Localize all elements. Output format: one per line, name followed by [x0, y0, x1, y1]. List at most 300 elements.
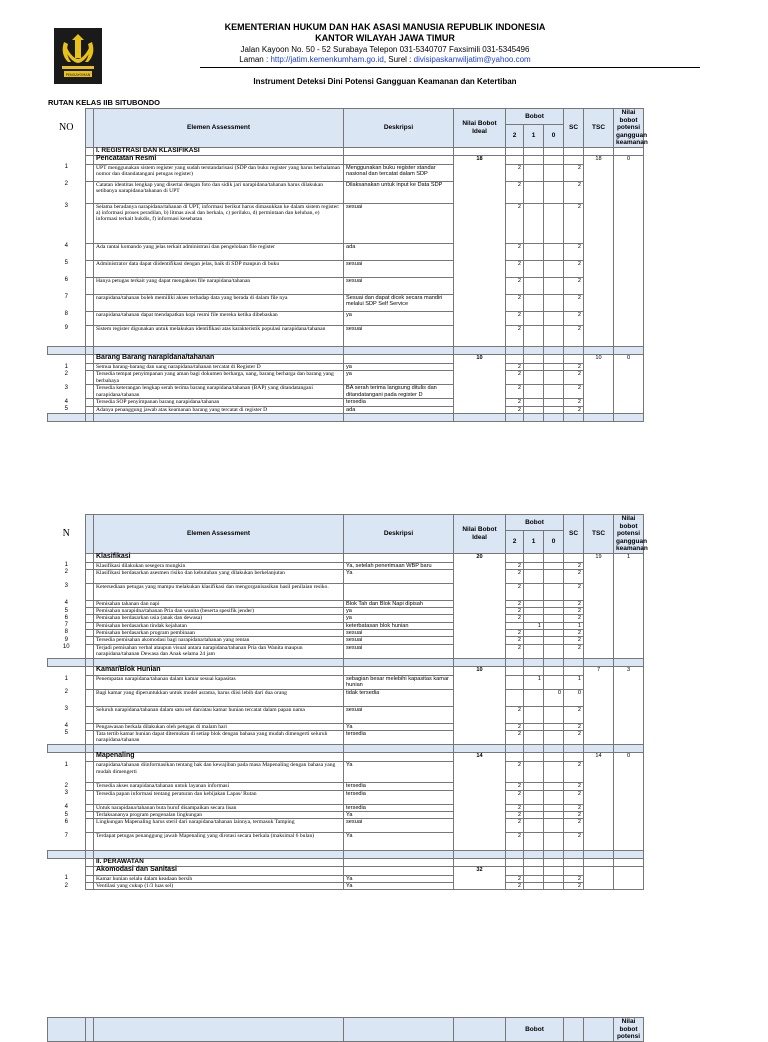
row-number: 1 — [64, 875, 68, 882]
bobot-2-cell: 2 — [506, 615, 524, 622]
ideal-score: 32 — [454, 866, 506, 890]
separator-cell — [614, 659, 644, 667]
separator-cell — [454, 414, 506, 422]
sc-cell: 2 — [564, 762, 584, 783]
deskripsi-cell: ya — [344, 608, 454, 615]
spacer — [86, 883, 94, 890]
sc-cell: 2 — [564, 812, 584, 819]
table-row — [48, 622, 644, 629]
bobot-2-cell — [506, 622, 524, 629]
separator-cell — [48, 414, 86, 422]
bobot-1-cell — [524, 325, 544, 347]
deskripsi-cell: tersedia — [344, 790, 454, 804]
elemen-cell: Selama beradanya narapidana/tahanan di UPT, informasi berikut harus dimasukkan ke dalam sistem register: a) informasi proses peradilan, b) litmas awal dan berkala, c) perilaku, d) permintaan dan keluhan, e) informasi terkait hukdis, f) informasi kesehatan — [94, 203, 344, 243]
row-no — [48, 553, 86, 562]
separator-cell — [614, 414, 644, 422]
table-header-row — [48, 515, 644, 531]
bobot-1-cell — [524, 364, 544, 371]
spacer — [86, 155, 94, 164]
assessment-table-2 — [47, 514, 648, 890]
row-number: 2 — [64, 181, 68, 187]
sc-cell: 2 — [564, 569, 584, 583]
bobot-2-cell: 2 — [506, 203, 524, 243]
potensi-score — [614, 866, 644, 890]
tsc-score: 14 — [584, 753, 614, 850]
bobot-2-cell: 2 — [506, 311, 524, 325]
separator-cell — [584, 414, 614, 422]
website-link[interactable]: http://jatim.kemenkumham.go.id — [270, 55, 384, 64]
bobot-0-cell — [544, 203, 564, 243]
sc-cell: 2 — [564, 706, 584, 723]
deskripsi-cell: keterbatasan blok hunian — [344, 622, 454, 629]
row-no — [48, 147, 86, 155]
letterhead — [0, 0, 768, 100]
bobot-0-cell: 0 — [544, 689, 564, 706]
spacer — [86, 753, 94, 762]
empty-cell — [524, 355, 544, 364]
deskripsi-cell: sesuai — [344, 203, 454, 243]
bobot-0-cell — [544, 812, 564, 819]
sc-cell: 2 — [564, 164, 584, 181]
bobot-2-cell: 2 — [506, 804, 524, 811]
table-row — [48, 260, 644, 277]
bobot-1-cell — [524, 243, 544, 260]
bobot-1-cell — [524, 583, 544, 600]
ideal-score: 18 — [454, 155, 506, 347]
bobot-2-header: 2 — [506, 530, 524, 553]
spacer — [86, 804, 94, 811]
spacer — [86, 819, 94, 833]
separator-cell — [584, 347, 614, 355]
email-link[interactable]: divisipaskanwiljatim@yahoo.com — [413, 55, 531, 64]
sc-cell: 2 — [564, 181, 584, 203]
sc-cell: 2 — [564, 615, 584, 622]
bobot-0-cell — [544, 637, 564, 644]
bobot-1-cell — [524, 260, 544, 277]
separator-cell — [48, 745, 86, 753]
assessment-table-3 — [47, 1017, 644, 1042]
separator-cell — [584, 850, 614, 858]
pengayoman-logo — [54, 28, 102, 84]
bobot-0-cell — [544, 622, 564, 629]
spacer — [86, 243, 94, 260]
column-no-header: N — [48, 515, 86, 554]
elemen-cell: Terdapat petugas penanggung jawab Mapenaling yang dirotasi secara berkala (maksimal 6 bulan) — [94, 833, 344, 851]
bobot-0-cell — [544, 706, 564, 723]
separator-cell — [544, 659, 564, 667]
spacer — [86, 866, 94, 875]
empty-cell — [524, 858, 544, 866]
empty-cell — [344, 866, 454, 875]
sc-cell: 2 — [564, 277, 584, 294]
elemen-cell: Lingkungan Mapenaling harus steril dari narapidana/tahanan lainnya, termasuk Tamping — [94, 819, 344, 833]
table-row — [48, 762, 644, 783]
deskripsi-cell: BA serah terima langsung ditulis dan ditandatangani pada register D — [344, 385, 454, 399]
deskripsi-cell: tersedia — [344, 730, 454, 745]
bobot-0-cell — [544, 600, 564, 607]
spacer — [86, 676, 94, 690]
sc-cell: 2 — [564, 833, 584, 851]
bobot-2-cell: 2 — [506, 385, 524, 399]
table-row — [48, 364, 644, 371]
group-title: Akomodasi dan Sanitasi — [94, 866, 344, 875]
elemen-cell: Penempatan narapidana/tahanan dalam kamar sesuai kapasitas — [94, 676, 344, 690]
row-number: 6 — [64, 818, 68, 825]
bobot-2-cell: 2 — [506, 706, 524, 723]
table-row — [48, 325, 644, 347]
empty-cell — [454, 858, 506, 866]
spacer — [86, 723, 94, 730]
bobot-2-cell: 2 — [506, 260, 524, 277]
sc-cell: 2 — [564, 730, 584, 745]
sc-cell: 2 — [564, 644, 584, 659]
row-number: 7 — [64, 294, 68, 300]
bobot-2-cell — [506, 676, 524, 690]
bobot-1-cell — [524, 311, 544, 325]
bobot-1-cell — [524, 730, 544, 745]
bobot-2-cell: 2 — [506, 790, 524, 804]
bobot-1-cell — [524, 294, 544, 311]
bobot-1-cell — [524, 723, 544, 730]
sc-cell: 2 — [564, 637, 584, 644]
tsc-score: 7 — [584, 667, 614, 745]
deskripsi-cell: sebagian besar melebihi kapasitas kamar hunian — [344, 676, 454, 690]
spacer — [86, 311, 94, 325]
group-title-row — [48, 355, 644, 364]
sc-cell: 2 — [564, 804, 584, 811]
sc-cell: 2 — [564, 562, 584, 569]
tsc-score: 19 — [584, 553, 614, 659]
bobot-2-cell: 2 — [506, 294, 524, 311]
separator-cell — [506, 414, 524, 422]
table-row — [48, 385, 644, 399]
bobot-0-cell — [544, 569, 564, 583]
row-number: 4 — [64, 398, 68, 405]
table-row — [48, 371, 644, 385]
bobot-2-cell: 2 — [506, 608, 524, 615]
bobot-1-cell: 1 — [524, 622, 544, 629]
deskripsi-cell: ya — [344, 615, 454, 622]
bobot-2-cell: 2 — [506, 762, 524, 783]
elemen-cell: Untuk narapidana/tahanan buta huruf disampaikan secara lisan — [94, 804, 344, 811]
bobot-0-cell — [544, 819, 564, 833]
column-tsc-header: TSC — [584, 109, 614, 148]
bobot-1-header: 1 — [524, 124, 544, 147]
row-number: 7 — [64, 622, 68, 629]
assessment-table-1 — [47, 108, 648, 422]
org-name-line2: KANTOR WILAYAH JAWA TIMUR — [315, 33, 455, 43]
elemen-cell: Bagi kamar yang diperuntukkan untuk model asrama, harus diisi lebih dari dua orang — [94, 689, 344, 706]
bobot-0-cell — [544, 385, 564, 399]
empty-cell — [544, 667, 564, 676]
row-number: 2 — [64, 782, 68, 789]
table-row — [48, 181, 644, 203]
category-label: II. PERAWATAN — [94, 858, 344, 866]
bobot-1-cell — [524, 790, 544, 804]
separator-cell — [564, 659, 584, 667]
document-title: Instrument Deteksi Dini Potensi Gangguan Keamanan dan Ketertiban — [253, 77, 517, 86]
bobot-0-cell — [544, 883, 564, 890]
row-number: 3 — [64, 790, 68, 797]
bobot-1-cell — [524, 689, 544, 706]
deskripsi-cell: tersedia — [344, 783, 454, 790]
potensi-score: 0 — [614, 155, 644, 347]
column-sc-header: SC — [564, 109, 584, 148]
deskripsi-cell — [344, 583, 454, 600]
table-row — [48, 883, 644, 890]
spacer — [86, 583, 94, 600]
row-number: 8 — [64, 311, 68, 317]
bobot-0-cell — [544, 562, 564, 569]
spacer — [86, 858, 94, 866]
spacer — [86, 644, 94, 659]
empty-cell — [564, 858, 584, 866]
bobot-0-cell — [544, 371, 564, 385]
spacer — [86, 629, 94, 636]
elemen-cell: narapidana/tahanan diinformasikan tentang hak dan kewajiban pada masa Mapenaling dengan bahasa yang mudah dimengerti — [94, 762, 344, 783]
elemen-cell: Pemisahan tahanan dan napi — [94, 600, 344, 607]
separator-cell — [344, 414, 454, 422]
elemen-cell: Tersedia keterangan lengkap serah terima barang narapidana/tahanan (BAP) yang ditandatangani narapidana/tahanan — [94, 385, 344, 399]
empty-cell — [344, 147, 454, 155]
org-name-line1: KEMENTERIAN HUKUM DAN HAK ASASI MANUSIA REPUBLIK INDONESIA — [224, 22, 546, 32]
elemen-cell: Pemisahan berdasarkan program pembinaan — [94, 629, 344, 636]
bobot-2-cell: 2 — [506, 723, 524, 730]
sc-cell — [564, 355, 584, 364]
bobot-2-cell: 2 — [506, 730, 524, 745]
bobot-2-cell: 2 — [506, 325, 524, 347]
empty-cell — [506, 858, 524, 866]
separator-cell — [584, 659, 614, 667]
bobot-1-cell — [524, 833, 544, 851]
row-number: 1 — [64, 363, 68, 370]
group-title-row — [48, 155, 644, 164]
column-deskripsi-header: Deskripsi — [344, 109, 454, 148]
table-row — [48, 294, 644, 311]
deskripsi-cell: ya — [344, 371, 454, 385]
table-row — [48, 833, 644, 851]
separator-cell — [564, 850, 584, 858]
column-elemen-header: Elemen Assessment — [94, 109, 344, 148]
bobot-1-cell: 1 — [524, 676, 544, 690]
group-title-row — [48, 753, 644, 762]
deskripsi-cell: Menggunakan buku register standar nasional dan tercatat dalam SDP — [344, 164, 454, 181]
table-row — [48, 164, 644, 181]
bobot-0-cell — [544, 676, 564, 690]
deskripsi-cell: sesuai — [344, 277, 454, 294]
deskripsi-cell: tersedia — [344, 804, 454, 811]
bobot-2-cell: 2 — [506, 243, 524, 260]
row-number: 5 — [64, 607, 68, 614]
elemen-cell: Klasifikasi berdasarkan asesmen risiko dan kebutuhan yang dilakukan berkelanjutan — [94, 569, 344, 583]
bobot-2-cell: 2 — [506, 569, 524, 583]
column-bobot-header: Bobot — [506, 109, 564, 125]
table-row — [48, 689, 644, 706]
empty-cell — [506, 667, 524, 676]
group-title: Pencatatan Resmi — [94, 155, 344, 164]
table-row — [48, 644, 644, 659]
empty-cell — [544, 147, 564, 155]
spacer — [86, 562, 94, 569]
table-row — [48, 562, 644, 569]
separator-cell — [564, 745, 584, 753]
empty-cell — [86, 1018, 94, 1042]
separator-cell — [454, 347, 506, 355]
deskripsi-cell: ada — [344, 406, 454, 414]
row-no — [48, 355, 86, 364]
spacer — [86, 812, 94, 819]
row-number: 3 — [64, 203, 68, 209]
table-row — [48, 203, 644, 243]
group-title-row — [48, 667, 644, 676]
sc-cell: 2 — [564, 783, 584, 790]
bobot-1-cell — [524, 406, 544, 414]
empty-cell — [584, 858, 614, 866]
sc-cell: 2 — [564, 260, 584, 277]
ideal-score: 14 — [454, 753, 506, 850]
row-number: 1 — [64, 562, 68, 568]
separator-row — [48, 414, 644, 422]
bobot-2-header: 2 — [506, 124, 524, 147]
spacer — [86, 355, 94, 364]
row-number: 1 — [64, 761, 68, 768]
separator-cell — [544, 850, 564, 858]
deskripsi-cell: Ya — [344, 762, 454, 783]
separator-cell — [454, 745, 506, 753]
spacer — [86, 600, 94, 607]
spacer — [86, 203, 94, 243]
row-number: 6 — [64, 614, 68, 621]
empty-cell — [506, 147, 524, 155]
deskripsi-cell: Ya, setelah penerimaan WBP baru — [344, 562, 454, 569]
empty-cell — [506, 155, 524, 164]
sc-cell — [564, 553, 584, 562]
bobot-0-cell — [544, 406, 564, 414]
empty-cell — [48, 1018, 86, 1042]
deskripsi-cell: Ya — [344, 833, 454, 851]
potensi-score: 1 — [614, 553, 644, 659]
elemen-cell: Tersedia tempat penyimpanan yang aman bagi dokumen berharga, uang, barang berharga dan barang yang berbahaya — [94, 371, 344, 385]
bobot-1-cell — [524, 371, 544, 385]
bobot-1-header: 1 — [524, 530, 544, 553]
bobot-0-cell — [544, 325, 564, 347]
spacer — [86, 147, 94, 155]
group-title: Barang Barang narapidana/tahanan — [94, 355, 344, 364]
elemen-cell: Ventilasi yang cukup (1/3 luas sel) — [94, 883, 344, 890]
bobot-0-cell — [544, 730, 564, 745]
separator-cell — [86, 414, 94, 422]
bobot-0-cell — [544, 615, 564, 622]
bobot-2-cell: 2 — [506, 181, 524, 203]
deskripsi-cell: tidak tersedia — [344, 689, 454, 706]
table-row — [48, 608, 644, 615]
bobot-0-cell — [544, 277, 564, 294]
column-ideal-header: Nilai Bobot Ideal — [454, 109, 506, 148]
separator-cell — [524, 659, 544, 667]
separator-cell — [86, 347, 94, 355]
table-row — [48, 637, 644, 644]
deskripsi-cell: Ya — [344, 569, 454, 583]
bobot-0-cell — [544, 364, 564, 371]
row-number: 9 — [64, 636, 68, 643]
separator-cell — [48, 659, 86, 667]
table-row — [48, 783, 644, 790]
empty-cell — [524, 155, 544, 164]
deskripsi-cell: Ya — [344, 812, 454, 819]
spacer — [86, 371, 94, 385]
row-number: 5 — [64, 406, 68, 413]
elemen-cell: Tersedia SOP penyimpanan barang narapidana/tahanan — [94, 399, 344, 406]
table-row — [48, 730, 644, 745]
deskripsi-cell: Ya — [344, 875, 454, 882]
bobot-1-cell — [524, 562, 544, 569]
empty-cell — [94, 1018, 344, 1042]
empty-cell — [524, 753, 544, 762]
sc-cell: 2 — [564, 600, 584, 607]
bobot-2-cell: 2 — [506, 819, 524, 833]
empty-cell — [544, 753, 564, 762]
separator-cell — [524, 347, 544, 355]
empty-cell — [564, 1018, 584, 1042]
row-number: 3 — [64, 706, 68, 713]
laman-label: Laman : — [239, 55, 271, 64]
deskripsi-cell: sesuai — [344, 260, 454, 277]
empty-cell — [524, 866, 544, 875]
separator-cell — [506, 659, 524, 667]
separator-cell — [614, 850, 644, 858]
row-number: 6 — [64, 277, 68, 283]
sc-cell: 2 — [564, 406, 584, 414]
deskripsi-cell: Blok Tah dan Blok Napi dipisah — [344, 600, 454, 607]
column-sc-header: SC — [564, 515, 584, 554]
column-potensi-header: Nilai bobot potensi gangguan keamanan — [614, 515, 644, 554]
separator-cell — [48, 850, 86, 858]
separator-cell — [544, 745, 564, 753]
elemen-cell: Hanya petugas terkait yang dapat mengakses file narapidana/tahanan — [94, 277, 344, 294]
column-no-header: NO — [48, 109, 86, 148]
sc-cell — [564, 667, 584, 676]
bobot-2-cell — [506, 689, 524, 706]
spacer — [86, 667, 94, 676]
potensi-score: 0 — [614, 355, 644, 414]
row-number: 1 — [64, 675, 68, 682]
elemen-cell: UPT menggunakan sistem register yang sudah terstandarisasi (SDP dan buku register yang harus berhalaman nomor dan ditandatangani petugas register) — [94, 164, 344, 181]
sc-cell: 2 — [564, 325, 584, 347]
separator-cell — [86, 659, 94, 667]
bobot-1-cell — [524, 637, 544, 644]
spacer — [86, 790, 94, 804]
bobot-0-cell — [544, 260, 564, 277]
sc-cell: 2 — [564, 364, 584, 371]
deskripsi-cell: ya — [344, 364, 454, 371]
bobot-1-cell — [524, 629, 544, 636]
empty-cell — [344, 753, 454, 762]
deskripsi-cell: sesuai — [344, 644, 454, 659]
deskripsi-cell: sesuai — [344, 325, 454, 347]
table-row — [48, 311, 644, 325]
surel-label: , Surel : — [383, 55, 414, 64]
bobot-0-cell — [544, 804, 564, 811]
group-title-row — [48, 553, 644, 562]
separator-cell — [614, 347, 644, 355]
column-deskripsi-header: Deskripsi — [344, 515, 454, 554]
bobot-1-cell — [524, 164, 544, 181]
separator-cell — [544, 414, 564, 422]
potensi-score: 0 — [614, 753, 644, 850]
spacer — [86, 637, 94, 644]
table-row — [48, 676, 644, 690]
row-number: 8 — [64, 629, 68, 636]
